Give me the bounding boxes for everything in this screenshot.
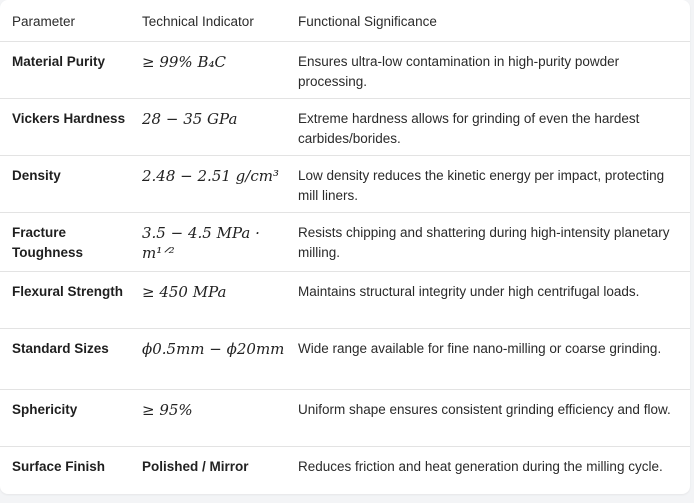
indicator-cell: ≥ 450 MPa [142, 272, 298, 329]
table-row [0, 272, 690, 329]
table-header-row [0, 0, 690, 42]
indicator-cell: Polished / Mirror [142, 447, 298, 503]
significance-cell: Resists chipping and shattering during high-intensity planetary milling. [298, 213, 690, 272]
parameter-cell: Vickers Hardness [0, 99, 142, 156]
indicator-cell: ≥ 95% [142, 390, 298, 447]
indicator-cell: 28 − 35 GPa [142, 99, 298, 156]
header-technical-indicator: Technical Indicator [142, 0, 298, 42]
indicator-cell: ϕ0.5mm − ϕ20mm [142, 329, 298, 390]
indicator-cell: ≥ 99% B₄C [142, 42, 298, 99]
table-row [0, 99, 690, 156]
table-row [0, 213, 690, 272]
parameter-cell: Flexural Strength [0, 272, 142, 329]
parameter-cell: Fracture Toughness [0, 213, 142, 272]
significance-cell: Reduces friction and heat generation during the milling cycle. [298, 447, 690, 503]
significance-cell: Wide range available for fine nano-milling or coarse grinding. [298, 329, 690, 390]
parameter-cell: Sphericity [0, 390, 142, 447]
table-row [0, 447, 690, 503]
parameter-cell: Surface Finish [0, 447, 142, 503]
table-row [0, 390, 690, 447]
parameter-cell: Standard Sizes [0, 329, 142, 390]
significance-cell: Low density reduces the kinetic energy per impact, protecting mill liners. [298, 156, 690, 213]
table-row [0, 329, 690, 390]
parameter-cell: Density [0, 156, 142, 213]
parameter-cell: Material Purity [0, 42, 142, 99]
indicator-cell: 3.5 − 4.5 MPa · m¹ᐟ² [142, 213, 298, 272]
header-parameter: Parameter [0, 0, 142, 42]
header-functional-significance: Functional Significance [298, 0, 690, 42]
indicator-cell: 2.48 − 2.51 g/cm³ [142, 156, 298, 213]
significance-cell: Ensures ultra-low contamination in high-purity powder processing. [298, 42, 690, 99]
significance-cell: Uniform shape ensures consistent grinding efficiency and flow. [298, 390, 690, 447]
table-row [0, 42, 690, 99]
significance-cell: Extreme hardness allows for grinding of even the hardest carbides/borides. [298, 99, 690, 156]
significance-cell: Maintains structural integrity under high centrifugal loads. [298, 272, 690, 329]
table-row [0, 156, 690, 213]
